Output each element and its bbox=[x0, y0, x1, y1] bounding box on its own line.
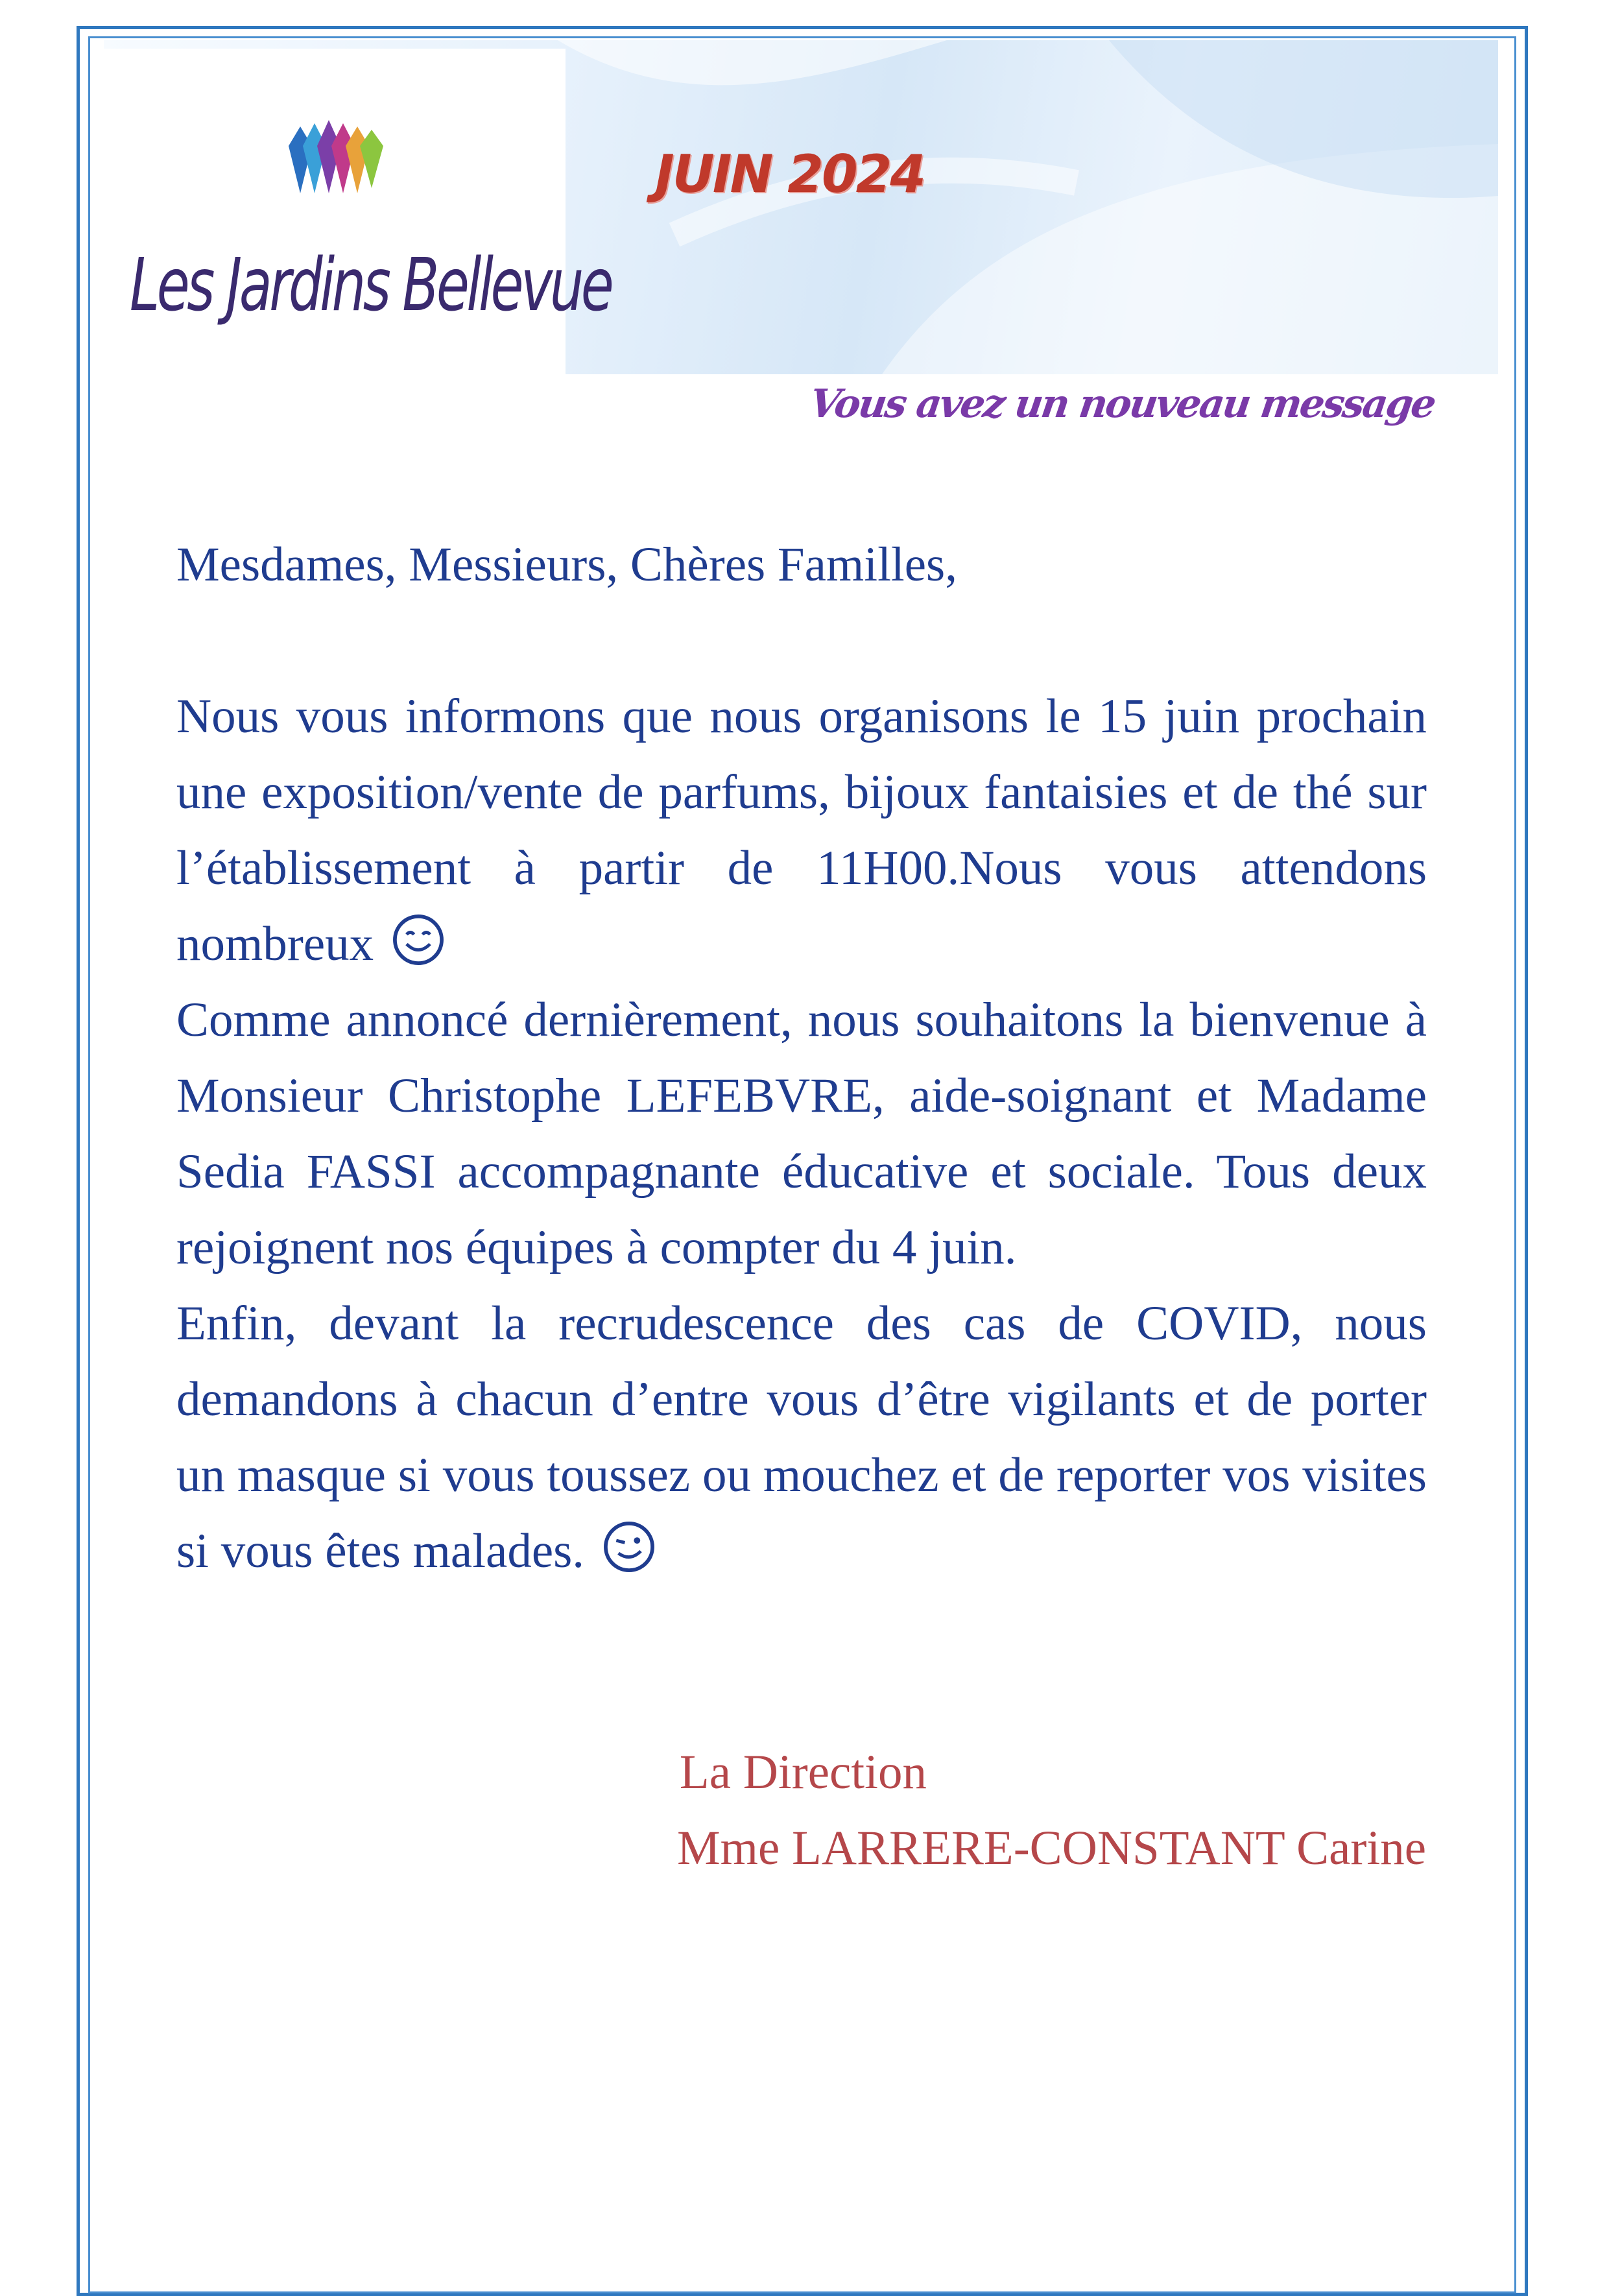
letter-paragraph-covid bbox=[176, 1286, 1427, 1589]
paragraph-event-text: Nous vous informons que nous organisons le 15 juin prochain une exposition/vente de parfums, bijoux fantaisies et de thé sur l’établissement à partir de 11H00.Nous vous attendons nombreux bbox=[176, 689, 1427, 971]
letter-body bbox=[176, 527, 1427, 1589]
message-subtitle: Vous avez un nouveau message bbox=[806, 381, 1437, 427]
logo-panel bbox=[104, 49, 612, 374]
letter-paragraph-event bbox=[176, 678, 1427, 982]
letter-paragraph-welcome: Comme annoncé dernièrement, nous souhaitons la bienvenue à Monsieur Christophe LEFEBVRE, aide-soignant et Madame Sedia FASSI accompagnante éducative et sociale. Tous deux rejoignent nos équipes à compter du 4 juin. bbox=[176, 993, 1427, 1274]
month-title: JUIN 2024 bbox=[655, 144, 924, 204]
signature-name: Mme LARRERE-CONSTANT Carine bbox=[676, 1821, 1426, 1875]
signature-department: La Direction bbox=[679, 1745, 927, 1799]
paragraph-covid-text: Enfin, devant la recrudescence des cas de COVID, nous demandons à chacun d’entre vous d’être vigilants et de porter un masque si vous toussez ou mouchez et de reporter vos visites si vous êtes malades. bbox=[176, 1297, 1427, 1578]
logo-diamonds-icon bbox=[289, 117, 385, 195]
winking-face-icon bbox=[602, 1520, 656, 1573]
organization-name: Les Jardins Bellevue bbox=[130, 243, 612, 328]
smiling-face-icon bbox=[392, 913, 445, 966]
letter-greeting: Mesdames, Messieurs, Chères Familles, bbox=[176, 538, 957, 592]
